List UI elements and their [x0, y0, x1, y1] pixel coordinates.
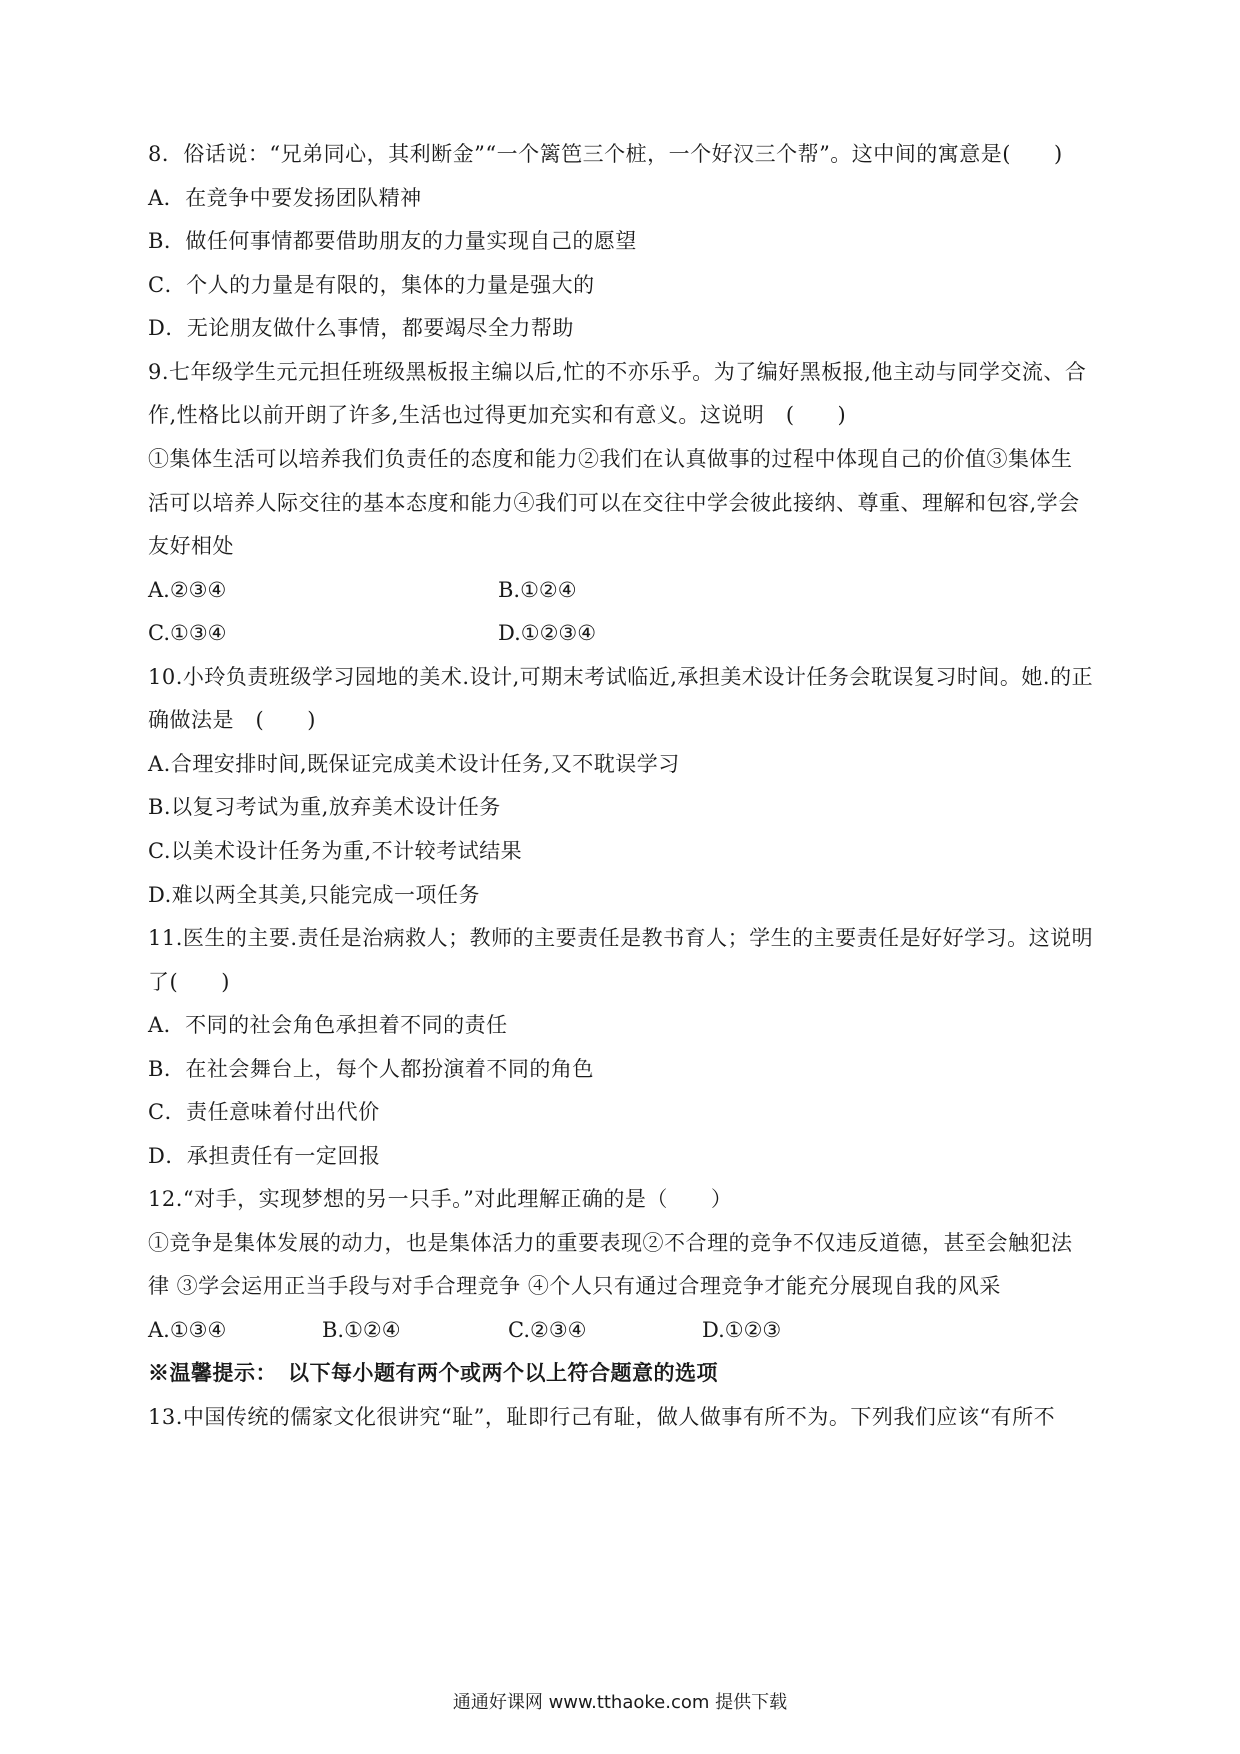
q12-items-line2: 律 ③学会运用正当手段与对手合理竞争 ④个人只有通过合理竞争才能充分展现自我的风采	[148, 1274, 1001, 1298]
q11-option-c: C．责任意味着付出代价	[148, 1100, 380, 1124]
q11-option-a: A．不同的社会角色承担着不同的责任	[148, 1013, 508, 1037]
q10-option-a: A.合理安排时间,既保证完成美术设计任务,又不耽误学习	[148, 752, 680, 776]
q9-option-a: A.②③④	[148, 578, 227, 602]
q9-option-b: B.①②④	[498, 578, 577, 602]
q12-items-line1: ①竞争是集体发展的动力，也是集体活力的重要表现②不合理的竞争不仅违反道德，甚至会触犯法	[148, 1231, 1073, 1255]
q9-option-d: D.①②③④	[498, 621, 597, 645]
q8-option-a: A．在竞争中要发扬团队精神	[148, 186, 422, 210]
q9-items-line2: 活可以培养人际交往的基本态度和能力④我们可以在交往中学会彼此接纳、尊重、理解和包容,学会	[148, 491, 1080, 515]
q11-stem-line2: 了( )	[148, 970, 230, 994]
q9-stem-line1: 9.七年级学生元元担任班级黑板报主编以后,忙的不亦乐乎。为了编好黑板报,他主动与同学交流、合	[148, 360, 1087, 384]
q12-option-c: C.②③④	[508, 1318, 587, 1342]
q8-option-b: B．做任何事情都要借助朋友的力量实现自己的愿望	[148, 229, 637, 253]
q11-stem-line1: 11.医生的主要.责任是治病救人；教师的主要责任是教书育人；学生的主要责任是好好学习。这说明	[148, 926, 1094, 950]
q12-option-a: A.①③④	[148, 1318, 227, 1342]
q10-stem-line1: 10.小玲负责班级学习园地的美术.设计,可期末考试临近,承担美术设计任务会耽误复习时间。她.的正	[148, 665, 1094, 689]
q11-option-d: D．承担责任有一定回报	[148, 1144, 381, 1168]
q9-items-line3: 友好相处	[148, 534, 234, 558]
q9-option-c: C.①③④	[148, 621, 227, 645]
q8-stem: 8．俗话说：“兄弟同心，其利断金”“一个篱笆三个桩，一个好汉三个帮”。这中间的寓意是( )	[148, 142, 1063, 166]
q12-option-d: D.①②③	[702, 1318, 782, 1342]
q12-stem: 12.“对手，实现梦想的另一只手。”对此理解正确的是（ ）	[148, 1187, 733, 1211]
q9-stem-line2: 作,性格比以前开朗了许多,生活也过得更加充实和有意义。这说明 ( )	[148, 403, 847, 427]
page-footer: 通通好课网 www.tthaoke.com 提供下载	[452, 1692, 788, 1713]
section-tip: ※温馨提示： 以下每小题有两个或两个以上符合题意的选项	[148, 1360, 718, 1385]
q8-option-d: D．无论朋友做什么事情，都要竭尽全力帮助	[148, 316, 574, 340]
q10-stem-line2: 确做法是 ( )	[148, 708, 316, 732]
q8-option-c: C．个人的力量是有限的，集体的力量是强大的	[148, 273, 595, 297]
q10-option-d: D.难以两全其美,只能完成一项任务	[148, 883, 480, 907]
q10-option-b: B.以复习考试为重,放弃美术设计任务	[148, 795, 501, 819]
q9-items-line1: ①集体生活可以培养我们负责任的态度和能力②我们在认真做事的过程中体现自己的价值③集体生	[148, 447, 1073, 471]
q10-option-c: C.以美术设计任务为重,不计较考试结果	[148, 839, 523, 863]
q11-option-b: B．在社会舞台上，每个人都扮演着不同的角色	[148, 1057, 594, 1081]
q13-stem-line1: 13.中国传统的儒家文化很讲究“耻”，耻即行己有耻，做人做事有所不为。下列我们应该“有所不	[148, 1405, 1056, 1429]
q12-option-b: B.①②④	[322, 1318, 401, 1342]
